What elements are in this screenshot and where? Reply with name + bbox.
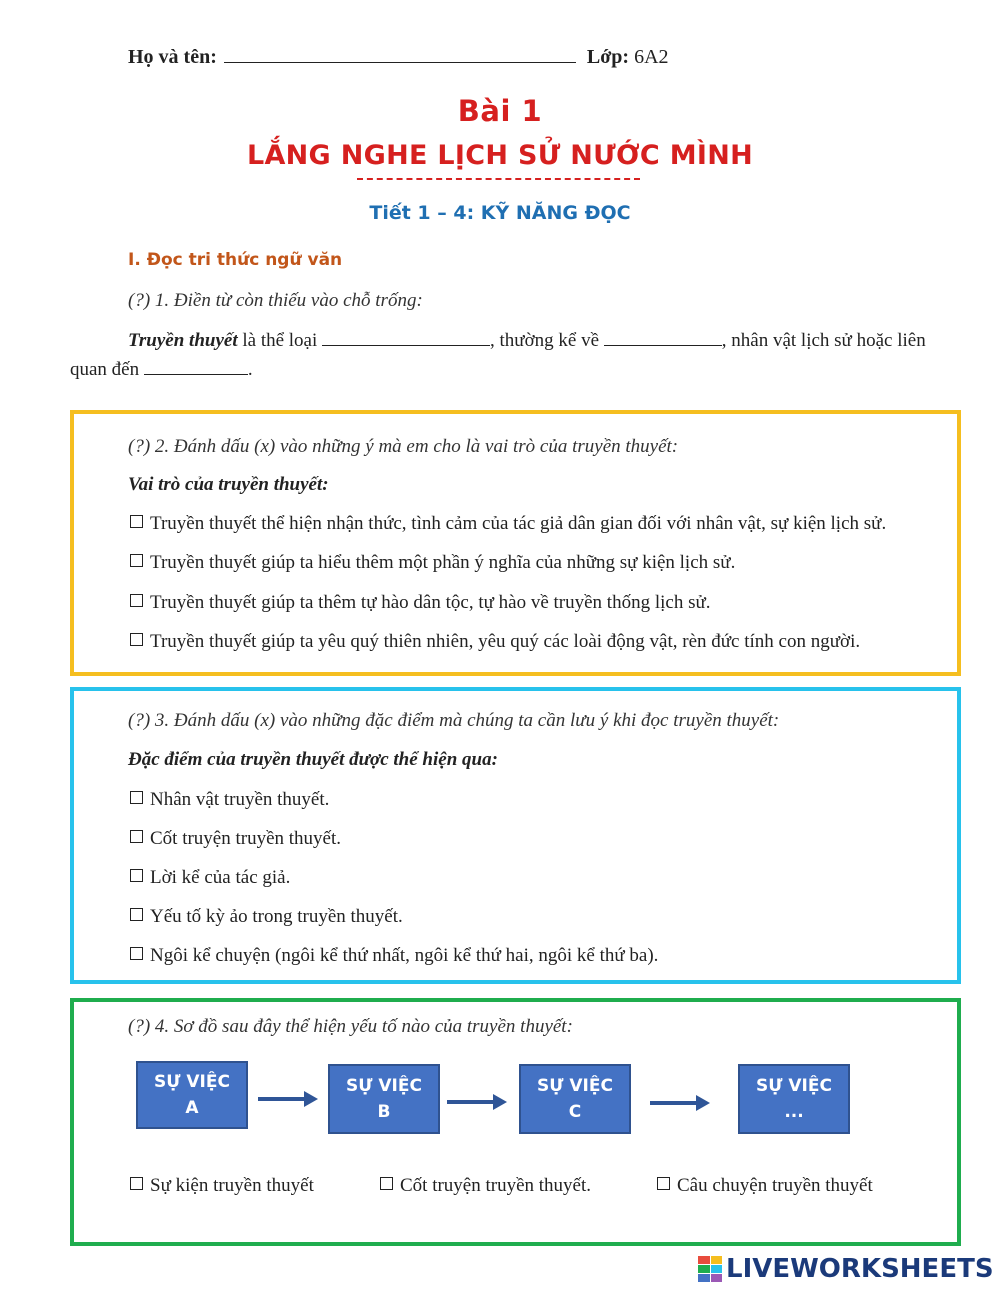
checkbox[interactable]: [657, 1177, 670, 1190]
q2-option[interactable]: Truyền thuyết giúp ta yêu quý thiên nhiên, yêu quý các loài động vật, rèn đức tính con người.: [130, 631, 860, 653]
flow-box-b: SỰ VIỆC B: [328, 1064, 440, 1134]
arrow-right-icon: [650, 1093, 712, 1113]
blank-2[interactable]: [604, 329, 722, 346]
checkbox[interactable]: [130, 594, 143, 607]
q2-option[interactable]: Truyền thuyết giúp ta hiểu thêm một phần ý nghĩa của những sự kiện lịch sử.: [130, 552, 735, 574]
section-heading: I. Đọc tri thức ngữ văn: [128, 250, 343, 270]
name-label: Họ và tên:: [128, 46, 217, 68]
q4-option[interactable]: Sự kiện truyền thuyết: [130, 1175, 314, 1197]
flow-box-more: SỰ VIỆC ...: [738, 1064, 850, 1134]
checkbox[interactable]: [130, 515, 143, 528]
checkbox[interactable]: [130, 830, 143, 843]
q3-option[interactable]: Ngôi kể chuyện (ngôi kể thứ nhất, ngôi kể thứ hai, ngôi kể thứ ba).: [130, 945, 658, 967]
lesson-subtitle: Tiết 1 – 4: KỸ NĂNG ĐỌC: [369, 202, 631, 224]
question-1-prompt: (?) 1. Điền từ còn thiếu vào chỗ trống:: [128, 290, 423, 311]
blank-1[interactable]: [322, 329, 490, 346]
arrow-right-icon: [447, 1092, 509, 1112]
q3-option[interactable]: Nhân vật truyền thuyết.: [130, 789, 329, 811]
class-label: Lớp:: [586, 46, 630, 68]
q3-option[interactable]: Lời kể của tác giả.: [130, 867, 290, 889]
checkbox[interactable]: [130, 791, 143, 804]
name-blank[interactable]: [224, 44, 576, 63]
flow-box-a: SỰ VIỆC A: [136, 1061, 248, 1129]
q2-option[interactable]: Truyền thuyết thể hiện nhận thức, tình cảm của tác giả dân gian đối với nhân vật, sự kiện lịch sử.: [130, 513, 886, 535]
checkbox[interactable]: [130, 1177, 143, 1190]
checkbox[interactable]: [130, 869, 143, 882]
question-4-prompt: (?) 4. Sơ đồ sau đây thể hiện yếu tố nào của truyền thuyết:: [128, 1016, 573, 1037]
paragraph-end: .: [247, 359, 253, 380]
liveworksheets-logo-icon: [698, 1256, 722, 1282]
student-info-line: [128, 44, 669, 69]
q3-option[interactable]: Yếu tố kỳ ảo trong truyền thuyết.: [130, 906, 403, 928]
checkbox[interactable]: [130, 908, 143, 921]
title-divider: [357, 178, 640, 180]
question-3-prompt: (?) 3. Đánh dấu (x) vào những đặc điểm mà chúng ta cần lưu ý khi đọc truyền thuyết:: [128, 710, 780, 731]
paragraph-part-2: , thường kể về: [490, 330, 600, 351]
q2-option[interactable]: Truyền thuyết giúp ta thêm tự hào dân tộc, tự hào về truyền thống lịch sử.: [130, 592, 711, 614]
checkbox[interactable]: [130, 554, 143, 567]
lesson-number: Bài 1: [457, 94, 543, 128]
checkbox[interactable]: [130, 947, 143, 960]
term-truyen-thuyet: Truyền thuyết: [128, 330, 238, 351]
question-2-prompt: (?) 2. Đánh dấu (x) vào những ý mà em cho là vai trò của truyền thuyết:: [128, 436, 679, 457]
question-1-paragraph: [70, 326, 928, 384]
checkbox[interactable]: [130, 633, 143, 646]
paragraph-part-3: , nhân vật lịch sử hoặc liên quan đến: [70, 330, 926, 380]
question-3-heading: Đặc điểm của truyền thuyết được thể hiện qua:: [128, 749, 498, 770]
checkbox[interactable]: [380, 1177, 393, 1190]
liveworksheets-logo-text: LIVEWORKSHEETS: [726, 1254, 994, 1284]
lesson-title: LẮNG NGHE LỊCH SỬ NƯỚC MÌNH: [246, 140, 754, 171]
q4-option[interactable]: Câu chuyện truyền thuyết: [657, 1175, 873, 1197]
paragraph-part-1: là thể loại: [242, 330, 318, 351]
arrow-right-icon: [258, 1089, 320, 1109]
question-2-heading: Vai trò của truyền thuyết:: [128, 474, 329, 495]
liveworksheets-logo: [698, 1254, 994, 1284]
q3-option[interactable]: Cốt truyện truyền thuyết.: [130, 828, 341, 850]
blank-3[interactable]: [144, 358, 248, 375]
class-value: 6A2: [634, 46, 669, 68]
q4-option[interactable]: Cốt truyện truyền thuyết.: [380, 1175, 591, 1197]
flow-box-c: SỰ VIỆC C: [519, 1064, 631, 1134]
